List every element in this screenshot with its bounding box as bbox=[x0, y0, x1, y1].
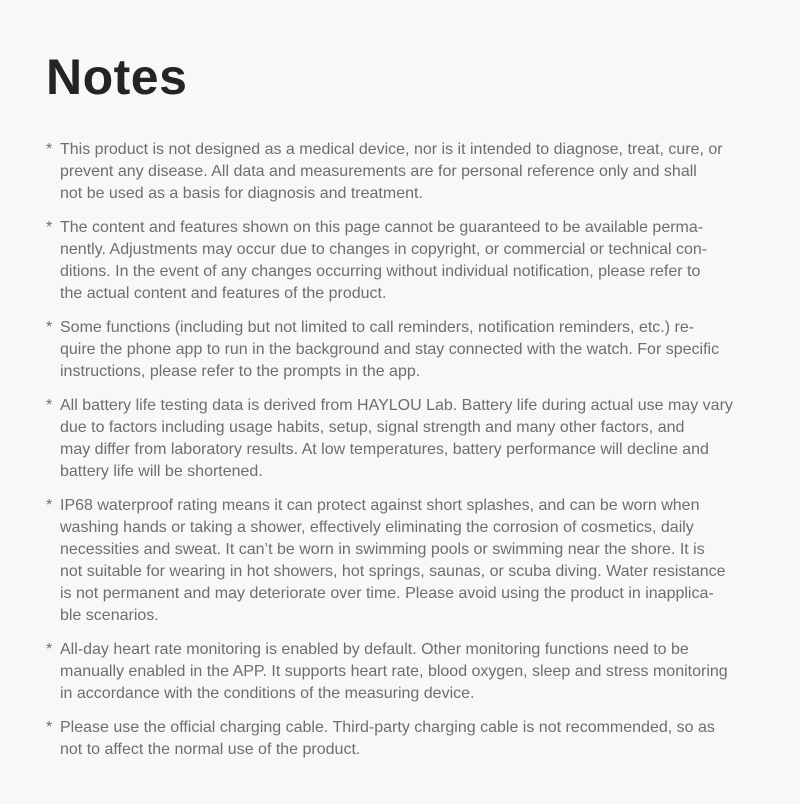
note-line: ble scenarios. bbox=[60, 607, 159, 624]
note-item bbox=[46, 395, 760, 483]
note-line: is not permanent and may deteriorate over time. Please avoid using the product in inapplica- bbox=[60, 585, 714, 602]
note-line: Some functions (including but not limited to call reminders, notification reminders, etc.) re- bbox=[60, 319, 695, 336]
page-title: Notes bbox=[46, 49, 188, 105]
note-item bbox=[46, 495, 760, 627]
note-line: All-day heart rate monitoring is enabled by default. Other monitoring functions need to be bbox=[60, 641, 689, 658]
note-line: manually enabled in the APP. It supports heart rate, blood oxygen, sleep and stress monitoring bbox=[60, 663, 728, 680]
note-text bbox=[60, 317, 760, 383]
note-text bbox=[60, 495, 760, 627]
note-line: due to factors including usage habits, setup, signal strength and many other factors, and bbox=[60, 419, 685, 436]
note-line: instructions, please refer to the prompts in the app. bbox=[60, 363, 421, 380]
note-text bbox=[60, 217, 760, 305]
note-item bbox=[46, 139, 760, 205]
note-bullet-asterisk: * bbox=[46, 497, 53, 514]
note-item bbox=[46, 639, 760, 705]
note-line: not to affect the normal use of the product. bbox=[60, 741, 361, 758]
note-text bbox=[60, 395, 760, 483]
note-item bbox=[46, 217, 760, 305]
note-line: necessities and sweat. It can’t be worn in swimming pools or swimming near the shore. It is bbox=[60, 541, 705, 558]
note-text bbox=[60, 639, 760, 705]
note-line: battery life will be shortened. bbox=[60, 463, 263, 480]
note-line: IP68 waterproof rating means it can protect against short splashes, and can be worn when bbox=[60, 497, 700, 514]
note-bullet-asterisk: * bbox=[46, 641, 53, 658]
note-line: ditions. In the event of any changes occurring without individual notification, please refer to bbox=[60, 263, 701, 280]
note-item bbox=[46, 717, 760, 761]
note-line: the actual content and features of the product. bbox=[60, 285, 387, 302]
note-line: washing hands or taking a shower, effectively eliminating the corrosion of cosmetics, daily bbox=[60, 519, 694, 536]
note-bullet-asterisk: * bbox=[46, 319, 53, 336]
note-line: The content and features shown on this page cannot be guaranteed to be available perma- bbox=[60, 219, 704, 236]
note-bullet-asterisk: * bbox=[46, 719, 53, 736]
note-line: prevent any disease. All data and measurements are for personal reference only and shall bbox=[60, 163, 697, 180]
note-text bbox=[60, 139, 760, 205]
note-line: in accordance with the conditions of the measuring device. bbox=[60, 685, 475, 702]
note-line: This product is not designed as a medical device, nor is it intended to diagnose, treat, cure, or bbox=[60, 141, 723, 158]
note-item bbox=[46, 317, 760, 383]
note-line: All battery life testing data is derived from HAYLOU Lab. Battery life during actual use may vary bbox=[60, 397, 733, 414]
notes-list bbox=[46, 139, 760, 761]
note-line: may differ from laboratory results. At low temperatures, battery performance will decline and bbox=[60, 441, 709, 458]
note-bullet-asterisk: * bbox=[46, 219, 53, 236]
note-bullet-asterisk: * bbox=[46, 397, 53, 414]
note-line: quire the phone app to run in the background and stay connected with the watch. For specific bbox=[60, 341, 720, 358]
note-line: nently. Adjustments may occur due to changes in copyright, or commercial or technical con- bbox=[60, 241, 708, 258]
note-line: Please use the official charging cable. Third-party charging cable is not recommended, so as bbox=[60, 719, 715, 736]
note-bullet-asterisk: * bbox=[46, 141, 53, 158]
note-line: not be used as a basis for diagnosis and treatment. bbox=[60, 185, 423, 202]
note-line: not suitable for wearing in hot showers, hot springs, saunas, or scuba diving. Water resistance bbox=[60, 563, 726, 580]
note-text bbox=[60, 717, 760, 761]
